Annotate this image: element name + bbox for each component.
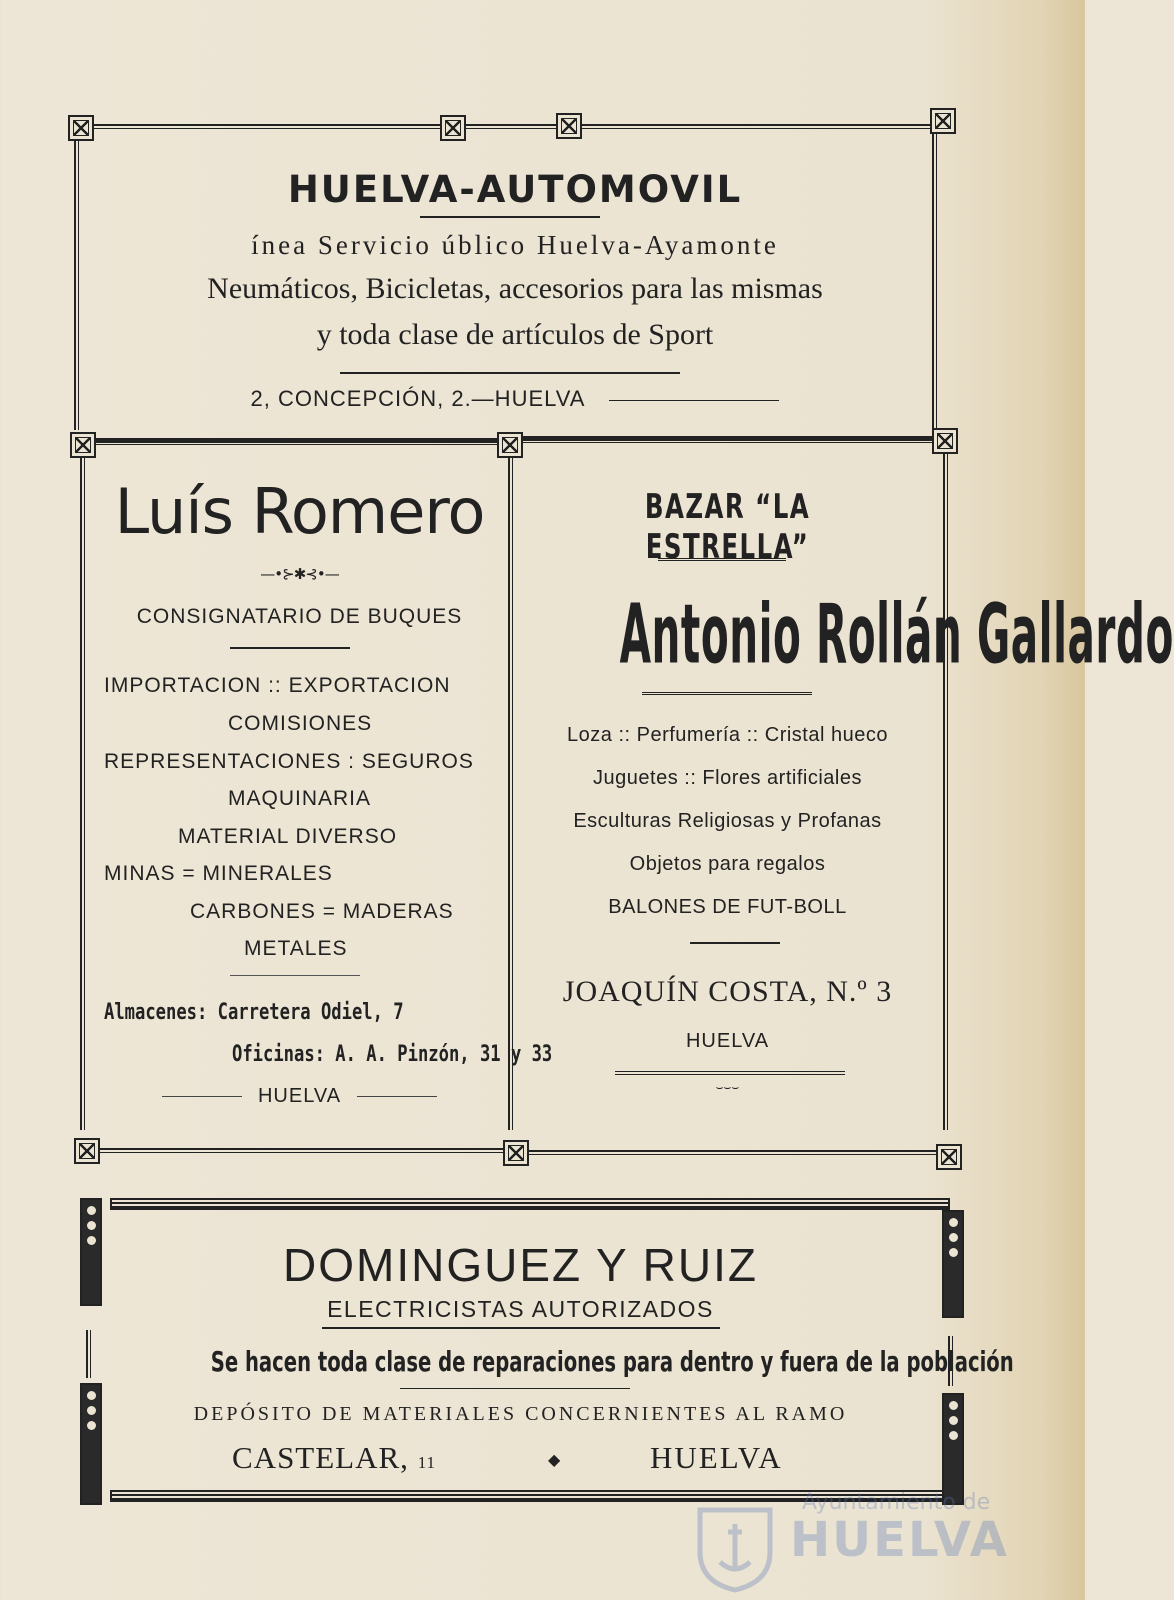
ad4-top-band [110, 1198, 950, 1210]
ad1-address: 2, CONCEPCIÓN, 2.—HUELVA [95, 386, 935, 412]
ad4-services-line: Se hacen toda clase de reparaciones para dentro y fuera de la población [210, 1345, 1014, 1378]
shield-icon [690, 1502, 780, 1592]
ad4-city: HUELVA [650, 1440, 783, 1475]
ad3-title: BAZAR “LA ESTRELLA” [644, 487, 811, 567]
ad4-address-street: CASTELAR, [232, 1440, 409, 1475]
ad1-products-line: Neumáticos, Bicicletas, accesorios para las mismas [207, 272, 823, 305]
ad3-name: Antonio Rollán Gallardo [619, 587, 1174, 683]
ad4-divider [322, 1327, 720, 1329]
ad2-ornament: —•⊱✱⊰•— [260, 565, 339, 583]
middle-left-border [80, 458, 85, 1130]
ad2-item: CARBONES = MADERAS [190, 900, 454, 923]
middle-center-border [508, 458, 513, 1130]
ornament-square-icon [440, 115, 466, 141]
ad2-item: REPRESENTACIONES : SEGUROS [104, 750, 474, 773]
ad3-divider-3 [690, 942, 780, 944]
ad1-divider-2 [340, 372, 680, 374]
watermark-small-text: Ayuntamiento de [802, 1490, 991, 1515]
ornament-square-icon [556, 113, 582, 139]
ad4-address-number: 11 [417, 1453, 437, 1472]
ad3-divider-4 [615, 1071, 845, 1075]
ad3-item: BALONES DE FUT-BOLL [608, 896, 847, 918]
ad2-city [92, 1085, 507, 1108]
ad2-item: COMISIONES [228, 712, 373, 735]
ornament-square-icon [930, 108, 956, 134]
dash-rule [162, 1096, 242, 1097]
ad2-city-label: HUELVA [257, 1085, 342, 1107]
ad2-almacenes: Almacenes: Carretera Odiel, 7 [104, 1000, 404, 1025]
ad2-subtitle: CONSIGNATARIO DE BUQUES [136, 605, 463, 628]
ornament-square-icon [936, 1144, 962, 1170]
ad3-divider-2 [642, 692, 812, 695]
dash-rule [357, 1096, 437, 1097]
ad4-left-lower-post [80, 1383, 102, 1505]
ad4-left-mid-bar [86, 1330, 91, 1378]
ad2-divider-2 [230, 975, 360, 976]
ad2-item: MATERIAL DIVERSO [178, 825, 398, 848]
ad2-item: MAQUINARIA [228, 787, 372, 810]
ornament-square-icon [68, 115, 94, 141]
ornament-square-icon [74, 1138, 100, 1164]
ornament-dot-icon [87, 1221, 96, 1230]
ad2-divider [230, 647, 350, 649]
ad4-title: DOMINGUEZ Y RUIZ [283, 1239, 758, 1291]
ad1-title: HUELVA-AUTOMOVIL [287, 168, 743, 211]
ad4-address [232, 1440, 436, 1476]
ornament-dot-icon [949, 1218, 958, 1227]
ad3-item: Esculturas Religiosas y Profanas [573, 810, 882, 832]
ad4-deposit: DEPÓSITO DE MATERIALES CONCERNIENTES AL RAMO [193, 1403, 848, 1425]
ornament-dot-icon [87, 1391, 96, 1400]
ornament-dot-icon [87, 1206, 96, 1215]
ad2-name: Luís Romero [114, 475, 485, 548]
ad1-left-border [74, 140, 79, 430]
ornament-dot-icon [949, 1431, 958, 1440]
ornament-square-icon [70, 432, 96, 458]
middle-right-border [943, 454, 948, 1130]
middle-top-border-right [523, 436, 933, 441]
ad3-address: JOAQUÍN COSTA, N.º 3 [562, 975, 893, 1008]
ad3-divider [658, 558, 786, 561]
ornament-square-icon [932, 428, 958, 454]
middle-top-border-left [96, 440, 498, 445]
ad3-item: Loza :: Perfumería :: Cristal hueco [567, 724, 888, 746]
ad2-item: IMPORTACION :: EXPORTACION [104, 674, 451, 697]
ad3-city: HUELVA [685, 1030, 770, 1052]
ornament-square-icon [503, 1140, 529, 1166]
ad2-item: METALES [244, 937, 348, 960]
middle-bottom-border-right [529, 1150, 936, 1155]
ad1-top-border [92, 124, 938, 129]
middle-bottom-border-left [100, 1148, 503, 1153]
watermark [690, 1490, 1010, 1590]
ad1-divider [420, 216, 600, 218]
ad1-service-line: ínea Servicio úblico Huelva-Ayamonte [251, 230, 779, 260]
ad2-oficinas: Oficinas: A. A. Pinzón, 31 y 33 [232, 1042, 553, 1067]
watermark-big-text: HUELVA [790, 1512, 1009, 1568]
ad3-item: Juguetes :: Flores artificiales [593, 767, 862, 789]
diamond-icon: ◆ [548, 1450, 561, 1469]
ad2-item: MINAS = MINERALES [104, 862, 333, 885]
ad3-item: Objetos para regalos [629, 853, 826, 875]
ad4-divider-2 [400, 1388, 630, 1389]
ad3-ornament: ⌣⌣⌣ [715, 1080, 740, 1094]
ornament-square-icon [497, 432, 523, 458]
ad1-sport-line: y toda clase de artículos de Sport [316, 318, 714, 351]
ad4-subtitle: ELECTRICISTAS AUTORIZADOS [327, 1296, 714, 1322]
